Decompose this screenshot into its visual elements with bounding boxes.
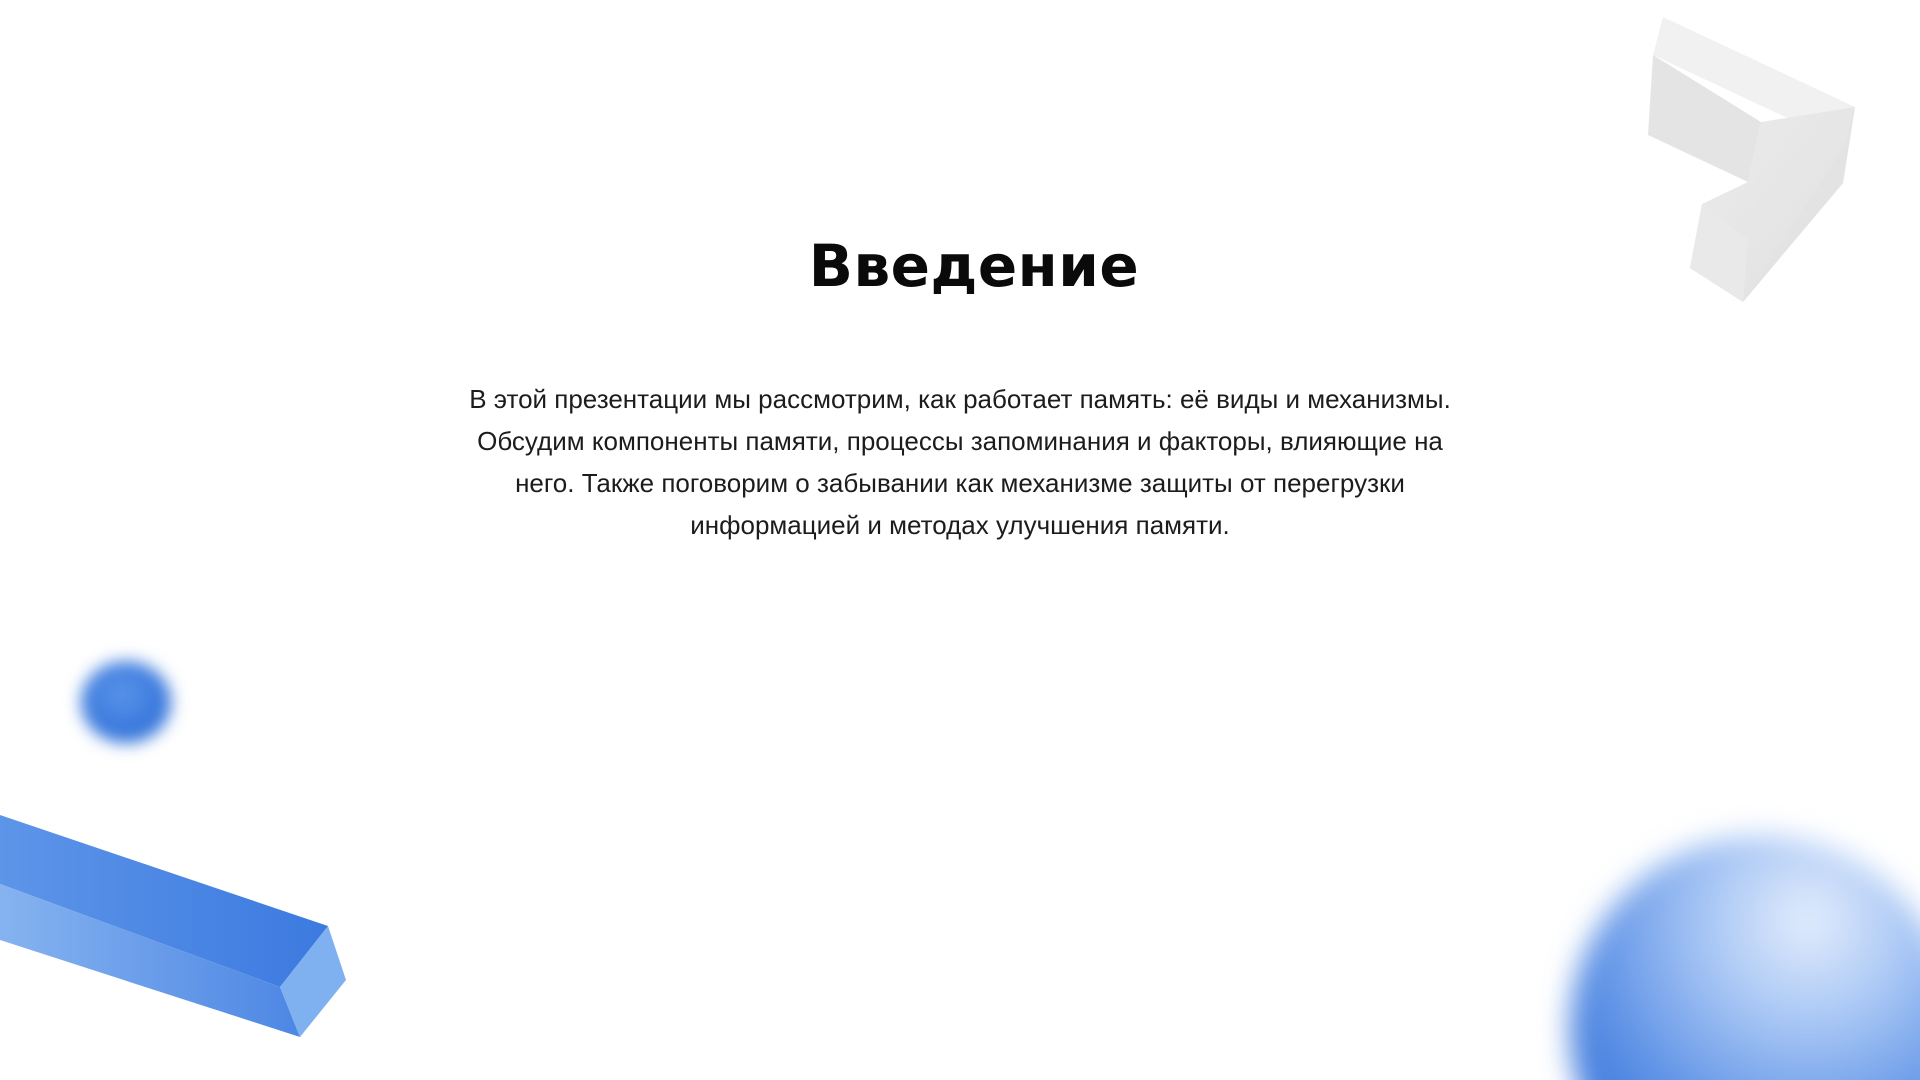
slide-title: Введение <box>808 232 1140 300</box>
blue-bar <box>0 815 346 1037</box>
slide-body-text: В этой презентации мы рассмотрим, как работает память: её виды и механизмы. Обсудим компоненты памяти, процессы запоминания и факторы, влияющие на него. Также поговорим о забывании как механизме защиты от перегрузки информацией и методах улучшения памяти. <box>469 384 1451 540</box>
blue-sphere <box>1570 836 1920 1080</box>
blue-blur-ball <box>81 661 171 743</box>
